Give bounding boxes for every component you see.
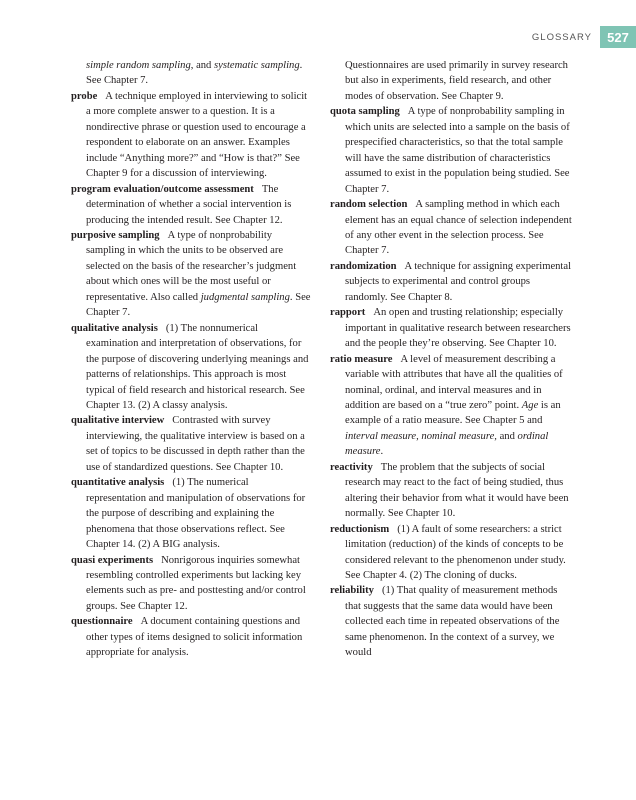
definition-text: is an example of a ratio measure. See Chapter 5 and <box>345 399 561 427</box>
glossary-entry-rapport <box>330 305 575 351</box>
definition-text: The determination of whether a social intervention is producing the intended result. See Chapter 12. <box>86 183 292 226</box>
section-label: GLOSSARY <box>531 31 592 43</box>
glossary-term: purposive sampling <box>71 229 160 241</box>
definition-text: A level of measurement describing a variable with attributes that have all the qualities of nominal, ordinal, and interval measures and in addition are based on a “true zero” point. <box>345 353 563 411</box>
glossary-term: program evaluation/outcome assessment <box>71 183 254 195</box>
glossary-term: qualitative interview <box>71 415 165 427</box>
glossary-entry-quantitative-analysis <box>71 475 311 552</box>
glossary-term: quasi experiments <box>71 554 154 566</box>
glossary-column-right <box>330 58 575 661</box>
glossary-entry-randomization <box>330 259 575 305</box>
glossary-term: quantitative analysis <box>71 477 165 489</box>
definition-text: systematic sampling <box>214 60 300 71</box>
definition-text: The problem that the subjects of social research may react to the fact of being studied, thus altering their behavior from what it would have been normally. See Chapter 10. <box>345 461 569 520</box>
definition-text: A technique for assigning experimental subjects to experimental and control groups randomly. See Chapter 8. <box>345 260 572 303</box>
glossary-term: quota sampling <box>330 106 400 118</box>
glossary-term: probe <box>71 90 98 102</box>
glossary-term: reactivity <box>330 461 373 473</box>
definition-text: (1) A fault of some researchers: a strict limitation (reduction) of the kinds of concepts to be considered relevant to the phenomenon under study. See Chapter 4. (2) The cloning of ducks. <box>345 523 566 581</box>
definition-text: and <box>496 430 518 442</box>
glossary-term: rapport <box>330 307 366 319</box>
glossary-term: random selection <box>330 199 408 211</box>
glossary-entry-qualitative-analysis <box>71 321 311 414</box>
glossary-entry-reliability <box>330 583 575 660</box>
glossary-entry-reductionism <box>330 522 575 584</box>
glossary-entry-ratio-measure <box>330 352 575 460</box>
running-header <box>532 26 636 48</box>
glossary-entry-program-evaluation <box>71 182 311 228</box>
definition-text: A type of nonprobability sampling in which the units to be observed are selected on the basis of the researcher’s judgment about which ones will be the most useful or representative. Also called <box>86 229 297 303</box>
definition-text: simple random sampling <box>86 60 191 71</box>
definition-text: A technique employed in interviewing to solicit a more complete answer to a question. It is a nondirective phrase or question used to encourage a respondent to elaborate on an answer. Examples include “Anything more?” and “How is that?” See Chapter 9 for a discussion of interviewing. <box>86 90 308 180</box>
definition-text: A type of nonprobability sampling in which units are selected into a sample on the basis of prespecified characteristics, so that the total sample will have the same distribution of characteristics assumed to exist in the population being studied. See Chapter 7. <box>345 106 570 195</box>
definition-text: ordinal measure <box>345 430 549 458</box>
glossary-term: qualitative analysis <box>71 322 158 334</box>
glossary-entry-qualitative-interview <box>71 413 311 475</box>
glossary-term: randomization <box>330 260 397 272</box>
definition-text: . <box>380 446 384 458</box>
glossary-entry-quasi-experiments <box>71 553 311 615</box>
glossary-entry-quota-sampling <box>330 104 575 197</box>
glossary-term: ratio measure <box>330 353 393 365</box>
glossary-entry-random-selection <box>330 197 575 259</box>
glossary-term: reductionism <box>330 523 390 535</box>
definition-text: Contrasted with survey interviewing, the qualitative interview is based on a set of topics to be discussed in depth rather than the use of standardized questions. See Chapter 10. <box>86 415 305 473</box>
definition-text: Questionnaires are used primarily in survey research but also in experiments, field research, and other modes of observation. See Chapter 9. <box>345 60 568 102</box>
glossary-entry-continued <box>330 58 575 104</box>
glossary-term: questionnaire <box>71 616 133 628</box>
definition-text: . See Chapter 7. <box>86 291 311 319</box>
glossary-entry-reactivity <box>330 460 575 522</box>
definition-text: . See Chapter 7. <box>86 60 303 87</box>
glossary-entry-continued <box>71 58 311 89</box>
definition-text: An open and trusting relationship; especially important in qualitative research between researchers and the people they’re observing. See Chapter 10. <box>345 307 571 350</box>
glossary-entry-probe <box>71 89 311 182</box>
definition-text: Age <box>521 399 539 411</box>
definition-text: (1) That quality of measurement methods that suggests that the same data would have been collected each time in repeated observations of the same phenomenon. In the context of a survey, we would <box>345 585 560 659</box>
glossary-column-left <box>71 58 311 661</box>
glossary-entry-questionnaire <box>71 614 311 660</box>
glossary-term: reliability <box>330 585 374 597</box>
definition-text: , and <box>190 60 215 71</box>
definition-text: judgmental sampling <box>200 291 290 303</box>
definition-text: Nonrigorous inquiries somewhat resembling controlled experiments but lacking key elements such as pre- and posttesting and/or control groups. See Chapter 12. <box>86 554 306 612</box>
definition-text: (1) The numerical representation and manipulation of observations for the purpose of describing and explaining the phenomena that those observations reflect. See Chapter 14. (2) A BIG analysis. <box>86 477 306 551</box>
definition-text: interval measure, nominal measure, <box>345 430 497 442</box>
page-number: 527 <box>600 26 636 48</box>
definition-text: A sampling method in which each element has an equal chance of selection independent of any other event in the selection process. See Chapter 7. <box>345 199 572 257</box>
definition-text: A document containing questions and other types of items designed to solicit information appropriate for analysis. <box>86 616 303 659</box>
glossary-entry-purposive-sampling <box>71 228 311 321</box>
definition-text: (1) The nonnumerical examination and interpretation of observations, for the purpose of discovering underlying meanings and patterns of relationships. This approach is most typical of field research and historical research. See Chapter 13. (2) A classy analysis. <box>86 322 309 411</box>
